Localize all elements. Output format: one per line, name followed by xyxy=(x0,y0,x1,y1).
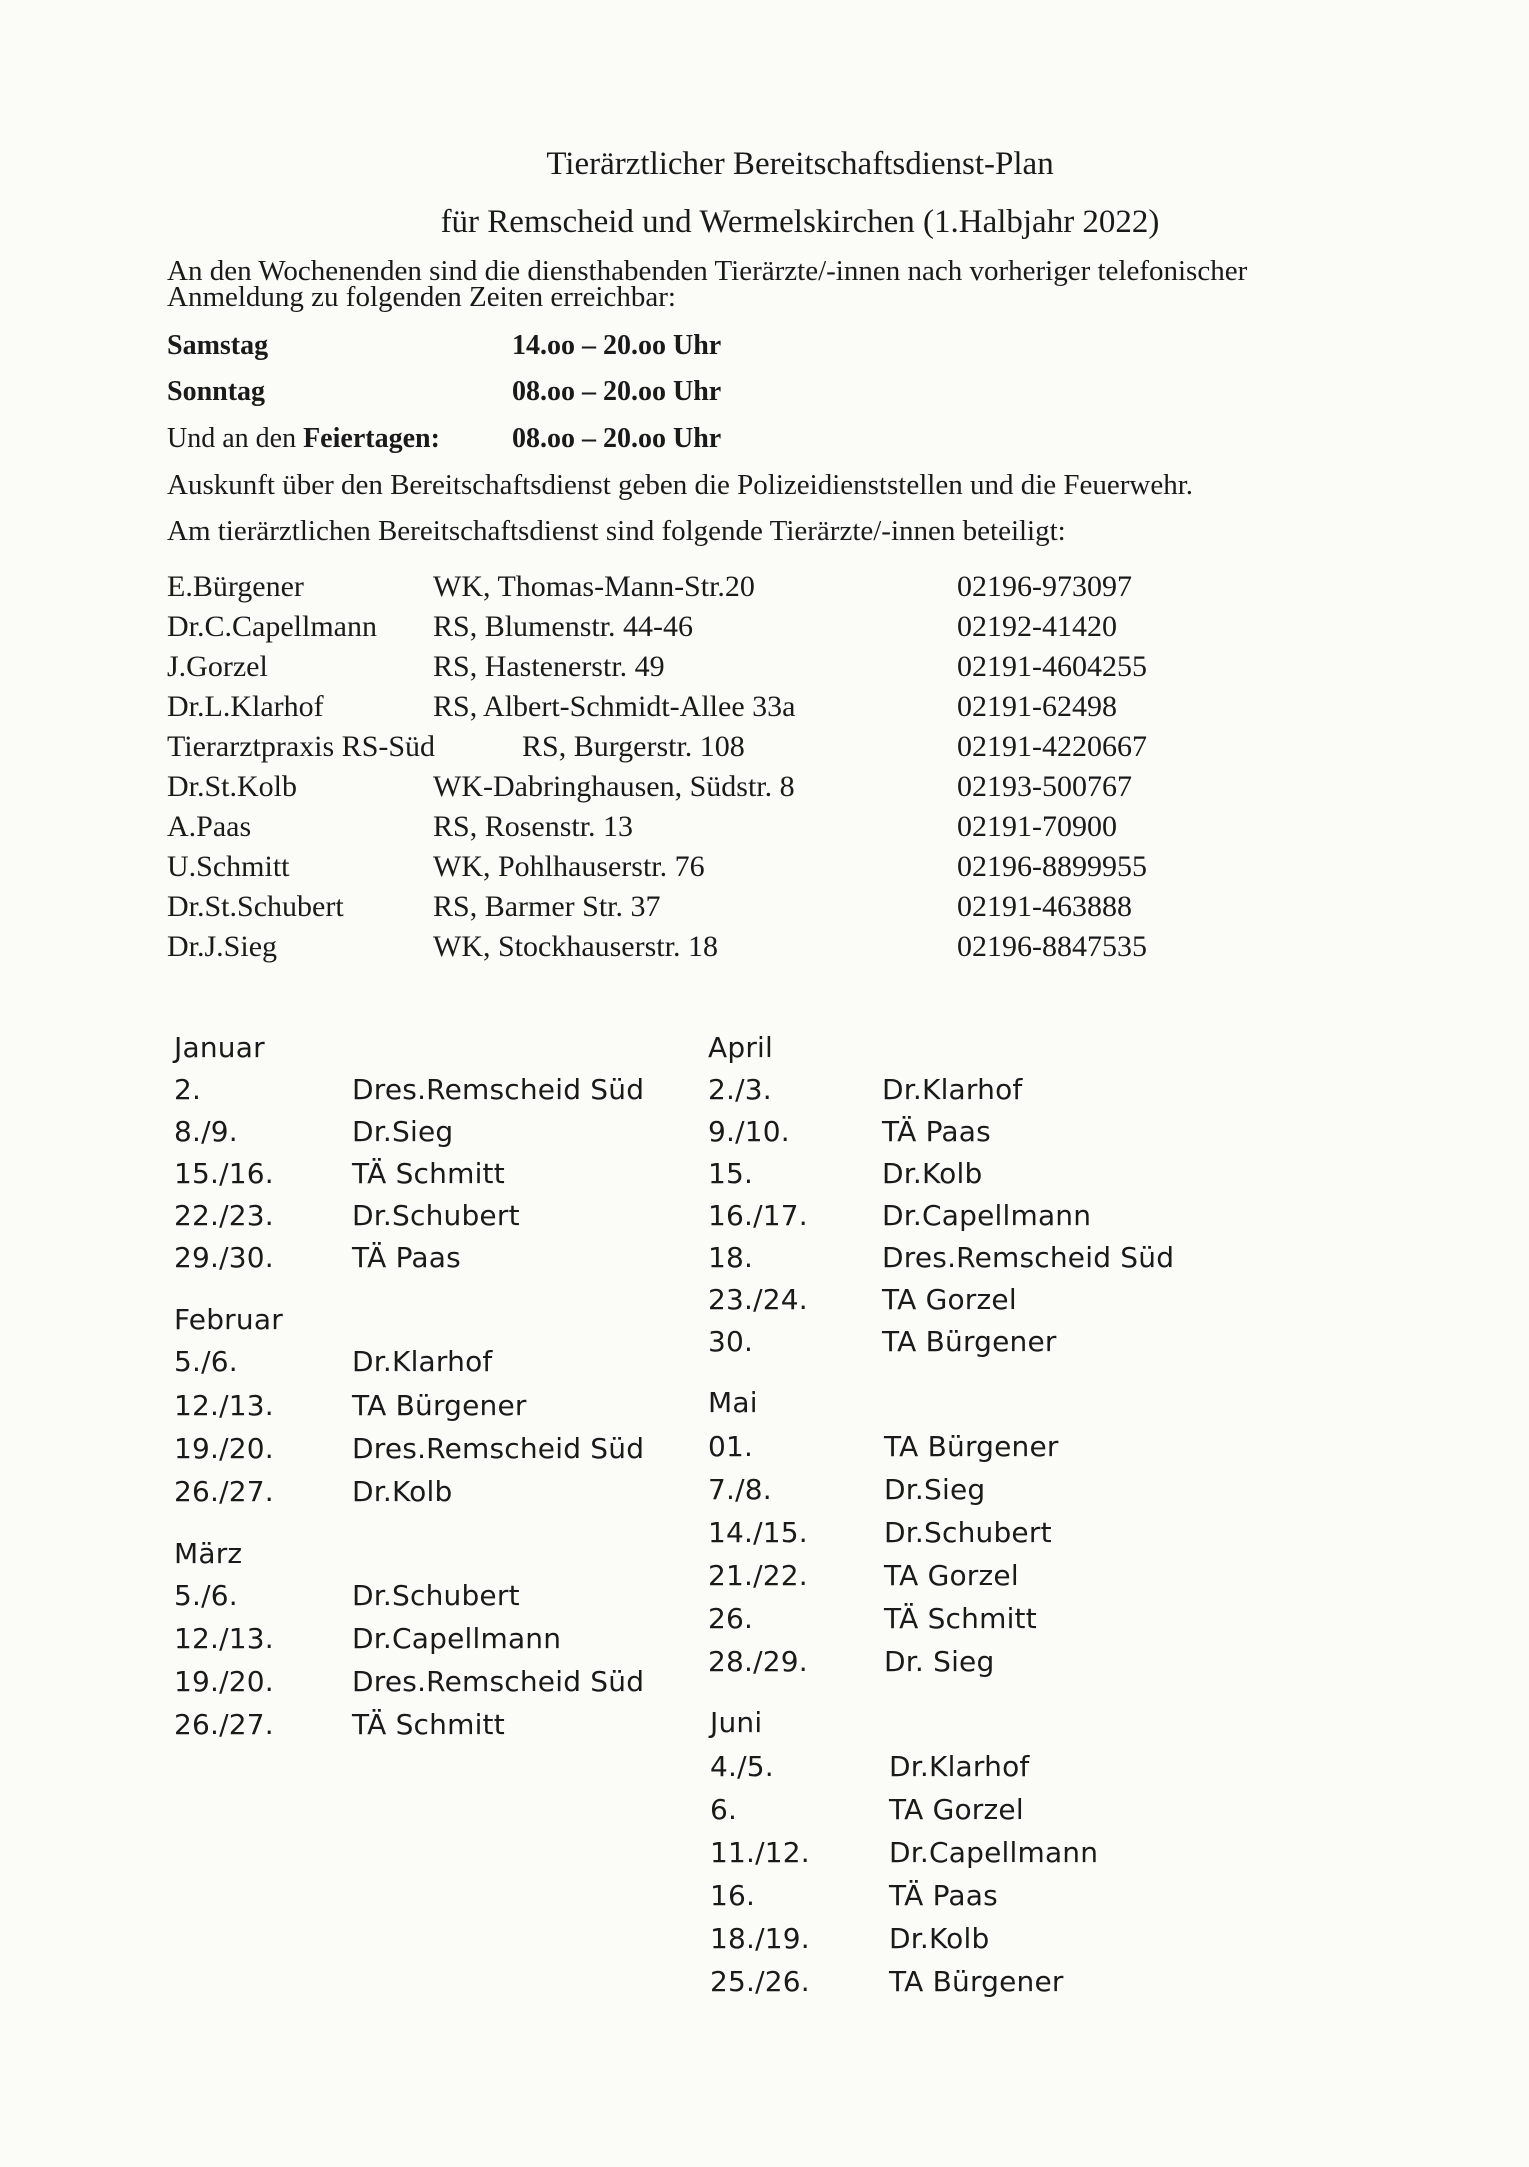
schedule-date: 8./9. xyxy=(174,1115,238,1148)
vet-name: E.Bürgener xyxy=(167,570,304,603)
schedule-date: 2./3. xyxy=(708,1073,772,1106)
schedule-vet: TÄ Paas xyxy=(882,1115,991,1148)
schedule-vet: Dr.Kolb xyxy=(352,1475,453,1508)
schedule-vet: Dr.Capellmann xyxy=(352,1622,562,1655)
schedule-vet: Dres.Remscheid Süd xyxy=(352,1432,645,1465)
schedule-vet: Dr.Capellmann xyxy=(889,1836,1099,1869)
vet-phone: 02191-463888 xyxy=(957,890,1132,923)
schedule-vet: Dr.Klarhof xyxy=(882,1073,1023,1106)
schedule-date: 15./16. xyxy=(174,1157,274,1190)
vet-address: RS, Burgerstr. 108 xyxy=(522,730,745,763)
schedule-date: 12./13. xyxy=(174,1389,274,1422)
schedule-vet: TA Gorzel xyxy=(884,1559,1019,1592)
schedule-date: 7./8. xyxy=(708,1473,772,1506)
vet-phone: 02193-500767 xyxy=(957,770,1132,803)
schedule-date: 25./26. xyxy=(710,1965,810,1998)
vet-name: U.Schmitt xyxy=(167,850,290,883)
schedule-vet: TA Bürgener xyxy=(889,1965,1064,1998)
schedule-date: 26./27. xyxy=(174,1708,274,1741)
intro-line-2: Anmeldung zu folgenden Zeiten erreichbar: xyxy=(167,281,676,313)
schedule-vet: Dr.Capellmann xyxy=(882,1199,1092,1232)
holiday-label xyxy=(167,423,440,455)
schedule-vet: Dr.Klarhof xyxy=(352,1345,493,1378)
schedule-date: 29./30. xyxy=(174,1241,274,1274)
saturday-time: 14.oo – 20.oo Uhr xyxy=(512,330,722,361)
schedule-date: 15. xyxy=(708,1157,754,1190)
schedule-date: 23./24. xyxy=(708,1283,808,1316)
vet-name: Dr.St.Kolb xyxy=(167,770,298,803)
month-heading-mai: Mai xyxy=(708,1386,758,1419)
schedule-date: 14./15. xyxy=(708,1516,808,1549)
vet-name: Tierarztpraxis RS-Süd xyxy=(167,730,436,763)
schedule-date: 30. xyxy=(708,1325,754,1358)
schedule-vet: Dr.Schubert xyxy=(352,1199,520,1232)
schedule-vet: Dr.Schubert xyxy=(352,1579,520,1612)
vet-phone: 02196-8899955 xyxy=(957,850,1147,883)
schedule-date: 16. xyxy=(710,1879,756,1912)
vet-address: RS, Barmer Str. 37 xyxy=(433,890,661,923)
schedule-vet: TA Bürgener xyxy=(884,1430,1059,1463)
vet-address: RS, Hastenerstr. 49 xyxy=(433,650,665,683)
schedule-date: 11./12. xyxy=(710,1836,810,1869)
vet-phone: 02191-70900 xyxy=(957,810,1117,843)
participants-line: Am tierärztlichen Bereitschaftsdienst sind folgende Tierärzte/-innen beteiligt: xyxy=(167,515,1066,547)
schedule-vet: TA Gorzel xyxy=(882,1283,1017,1316)
month-heading-januar: Januar xyxy=(174,1031,265,1064)
vet-name: Dr.C.Capellmann xyxy=(167,610,377,643)
vet-name: Dr.L.Klarhof xyxy=(167,690,324,723)
schedule-date: 18./19. xyxy=(710,1922,810,1955)
holiday-label-prefix: Und an den xyxy=(167,423,304,454)
schedule-date: 12./13. xyxy=(174,1622,274,1655)
schedule-date: 5./6. xyxy=(174,1345,238,1378)
month-heading-juni: Juni xyxy=(710,1706,763,1739)
vet-name: A.Paas xyxy=(167,810,252,843)
schedule-vet: Dres.Remscheid Süd xyxy=(352,1073,645,1106)
schedule-date: 21./22. xyxy=(708,1559,808,1592)
schedule-date: 19./20. xyxy=(174,1665,274,1698)
schedule-date: 26./27. xyxy=(174,1475,274,1508)
schedule-vet: Dres.Remscheid Süd xyxy=(882,1241,1175,1274)
intro-line-1: An den Wochenenden sind die diensthabenden Tierärzte/-innen nach vorheriger telefonischer xyxy=(167,255,1248,287)
schedule-vet: TA Gorzel xyxy=(889,1793,1024,1826)
schedule-date: 4./5. xyxy=(710,1750,774,1783)
schedule-date: 16./17. xyxy=(708,1199,808,1232)
info-line: Auskunft über den Bereitschaftsdienst geben die Polizeidienststellen und die Feuerwehr. xyxy=(167,469,1194,501)
vet-address: RS, Albert-Schmidt-Allee 33a xyxy=(433,690,796,723)
holiday-label-bold: Feiertagen: xyxy=(303,423,440,454)
schedule-vet: Dr.Schubert xyxy=(884,1516,1052,1549)
holiday-time: 08.oo – 20.oo Uhr xyxy=(512,423,722,454)
schedule-vet: Dr.Sieg xyxy=(352,1115,454,1148)
sunday-label: Sonntag xyxy=(167,376,266,407)
schedule-date: 28./29. xyxy=(708,1645,808,1678)
vet-address: WK-Dabringhausen, Südstr. 8 xyxy=(433,770,795,803)
schedule-vet: TA Bürgener xyxy=(882,1325,1057,1358)
saturday-label: Samstag xyxy=(167,330,269,361)
vet-phone: 02191-4604255 xyxy=(957,650,1147,683)
vet-address: RS, Blumenstr. 44-46 xyxy=(433,610,694,643)
schedule-date: 01. xyxy=(708,1430,754,1463)
schedule-vet: TA Bürgener xyxy=(352,1389,527,1422)
vet-phone: 02192-41420 xyxy=(957,610,1117,643)
schedule-vet: TÄ Schmitt xyxy=(884,1602,1037,1635)
schedule-date: 9./10. xyxy=(708,1115,790,1148)
vet-address: RS, Rosenstr. 13 xyxy=(433,810,634,843)
vet-address: WK, Stockhauserstr. 18 xyxy=(433,930,718,963)
schedule-vet: Dr.Sieg xyxy=(884,1473,986,1506)
schedule-date: 26. xyxy=(708,1602,754,1635)
schedule-date: 5./6. xyxy=(174,1579,238,1612)
vet-name: Dr.J.Sieg xyxy=(167,930,278,963)
document-subtitle: für Remscheid und Wermelskirchen (1.Halbjahr 2022) xyxy=(440,204,1160,240)
vet-address: WK, Pohlhauserstr. 76 xyxy=(433,850,705,883)
schedule-vet: Dres.Remscheid Süd xyxy=(352,1665,645,1698)
document-title: Tierärztlicher Bereitschaftsdienst-Plan xyxy=(546,146,1054,182)
schedule-date: 18. xyxy=(708,1241,754,1274)
schedule-date: 2. xyxy=(174,1073,202,1106)
schedule-vet: Dr.Kolb xyxy=(882,1157,983,1190)
sunday-time: 08.oo – 20.oo Uhr xyxy=(512,376,722,407)
month-heading-februar: Februar xyxy=(174,1303,283,1336)
vet-address: WK, Thomas-Mann-Str.20 xyxy=(433,570,755,603)
schedule-vet: Dr. Sieg xyxy=(884,1645,995,1678)
schedule-vet: TÄ Schmitt xyxy=(352,1157,505,1190)
schedule-vet: TÄ Paas xyxy=(889,1879,998,1912)
vet-phone: 02196-973097 xyxy=(957,570,1132,603)
month-heading-maerz: März xyxy=(174,1537,243,1570)
schedule-vet: Dr.Kolb xyxy=(889,1922,990,1955)
vet-phone: 02191-4220667 xyxy=(957,730,1147,763)
schedule-vet: Dr.Klarhof xyxy=(889,1750,1030,1783)
vet-name: Dr.St.Schubert xyxy=(167,890,344,923)
month-heading-april: April xyxy=(708,1031,773,1064)
schedule-date: 19./20. xyxy=(174,1432,274,1465)
schedule-date: 22./23. xyxy=(174,1199,274,1232)
vet-phone: 02196-8847535 xyxy=(957,930,1147,963)
vet-phone: 02191-62498 xyxy=(957,690,1117,723)
schedule-vet: TÄ Paas xyxy=(352,1241,461,1274)
vet-name: J.Gorzel xyxy=(167,650,268,683)
schedule-date: 6. xyxy=(710,1793,738,1826)
schedule-vet: TÄ Schmitt xyxy=(352,1708,505,1741)
